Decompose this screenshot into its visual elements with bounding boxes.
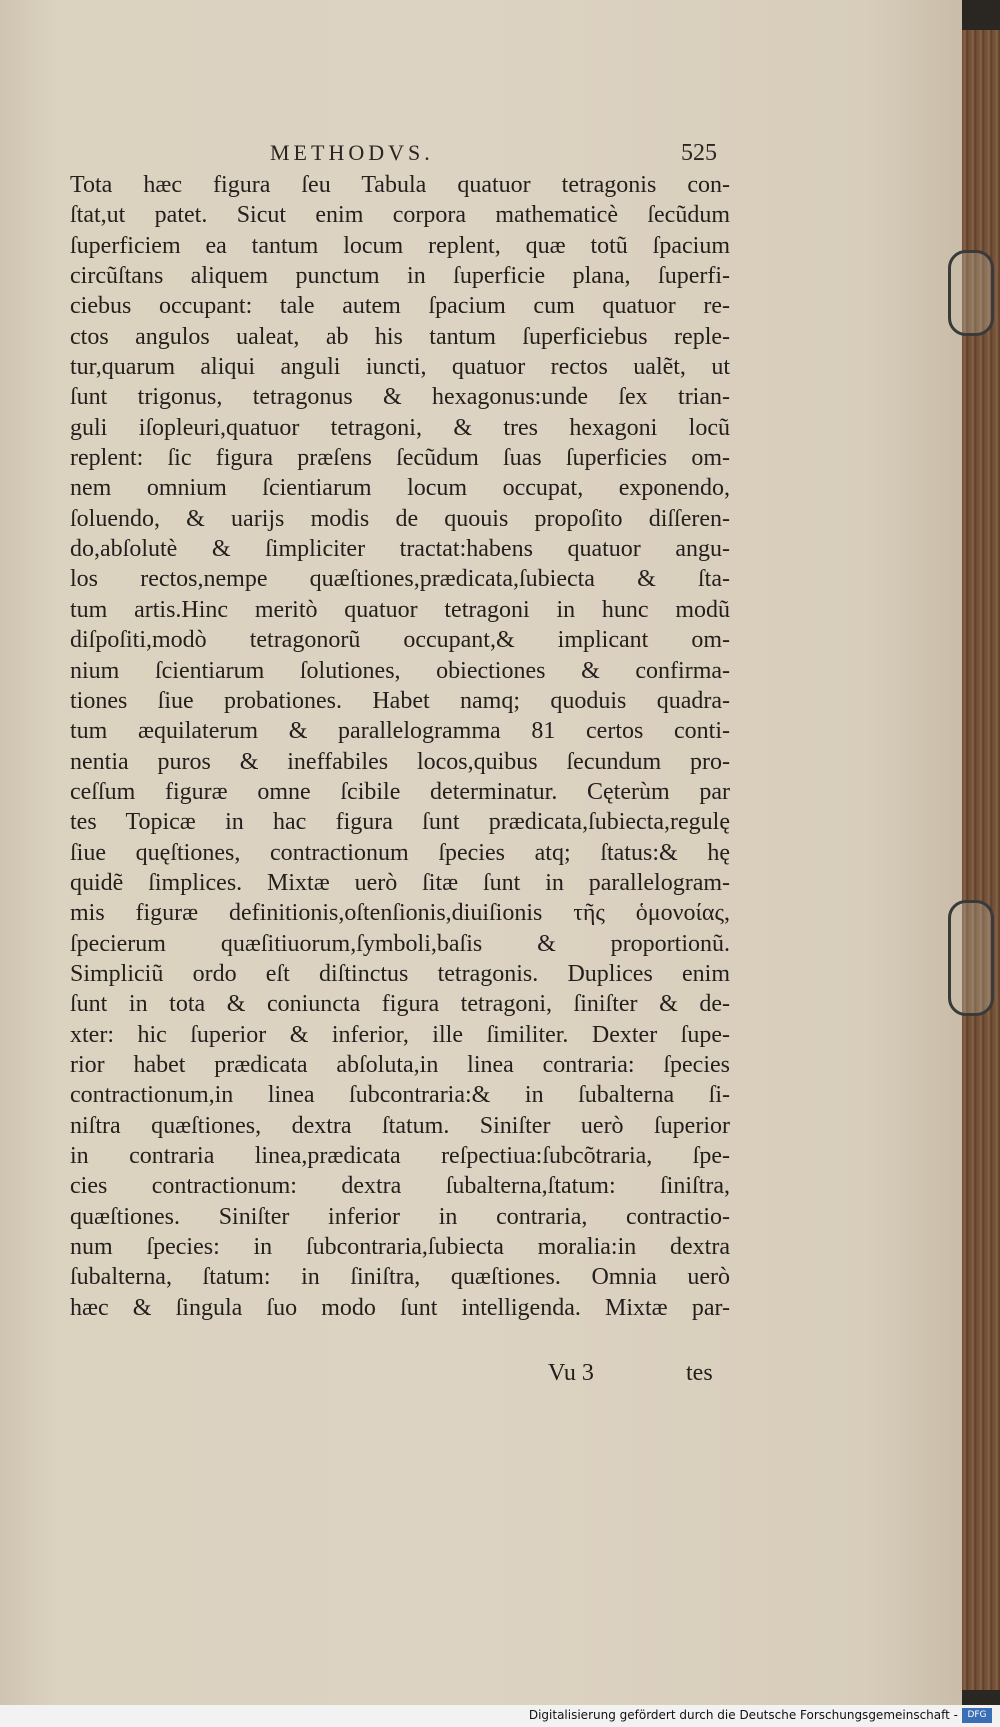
running-head: METHODVS. — [270, 140, 434, 165]
text-line: guli iſopleuri,quatuor tetragoni, & tres hexagoni locũ — [70, 414, 730, 441]
text-line: contractionum,in linea ſubcontraria:& in ſubalterna ſi- — [70, 1082, 730, 1109]
text-line: tes Topicæ in hac figura ſunt prædicata,ſubiecta,regulę — [70, 809, 730, 836]
text-line: ſtat,ut patet. Sicut enim corpora mathematicè ſecũdum — [70, 202, 730, 229]
text-line: rior habet prædicata abſoluta,in linea contraria: ſpecies — [70, 1051, 730, 1078]
text-line: replent: ſic figura præſens ſecũdum ſuas ſuperficies om- — [70, 445, 730, 472]
catchword: tes — [686, 1360, 713, 1386]
text-line: ſuperficiem ea tantum locum replent, quæ totũ ſpacium — [70, 232, 730, 259]
digitization-credit-bar — [0, 1705, 1000, 1727]
text-line: cies contractionum: dextra ſubalterna,ſtatum: ſiniſtra, — [70, 1173, 730, 1200]
text-line: ciebus occupant: tale autem ſpacium cum quatuor re- — [70, 293, 730, 320]
text-line: nium ſcientiarum ſolutiones, obiectiones & confirma- — [70, 657, 730, 684]
text-line: los rectos,nempe quæſtiones,prædicata,ſubiecta & ſta- — [70, 566, 730, 593]
credit-text: Digitalisierung gefördert durch die Deutsche Forschungsgemeinschaft - — [528, 1708, 958, 1722]
text-line: do,abſolutè & ſimpliciter tractat:habens quatuor angu- — [70, 536, 730, 563]
text-line: xter: hic ſuperior & inferior, ille ſimiliter. Dexter ſupe- — [70, 1021, 730, 1048]
book-clip-top — [948, 250, 994, 336]
text-line: nentia puros & ineffabiles locos,quibus ſecundum pro- — [70, 748, 730, 775]
text-line: in contraria linea,prædicata reſpectiua:ſubcõtraria, ſpe- — [70, 1143, 730, 1169]
text-line: tur,quarum aliqui anguli iuncti, quatuor rectos ualẽt, ut — [70, 354, 730, 381]
text-line: ceſſum figuræ omne ſcibile determinatur. Cęterùm par — [70, 778, 730, 805]
text-line: ſpecierum quæſitiuorum,ſymboli,baſis & proportionũ. — [70, 930, 730, 957]
text-line: ſunt trigonus, tetragonus & hexagonus:unde ſex trian- — [70, 384, 730, 411]
page-footer — [0, 1360, 962, 1390]
text-line: niſtra quæſtiones, dextra ſtatum. Siniſter uerò ſuperior — [70, 1112, 730, 1139]
signature-mark: Vu 3 — [548, 1360, 594, 1386]
text-line: Tota hæc figura ſeu Tabula quatuor tetragonis con- — [70, 172, 730, 198]
text-line: ſubalterna, ſtatum: in ſiniſtra, quæſtiones. Omnia uerò — [70, 1264, 730, 1291]
text-line: num ſpecies: in ſubcontraria,ſubiecta moralia:in dextra — [70, 1234, 730, 1261]
text-line: diſpoſiti,modò tetragonorũ occupant,& implicant om- — [70, 627, 730, 654]
text-line: tiones ſiue probationes. Habet namq; quoduis quadra- — [70, 687, 730, 714]
text-line: ſunt in tota & coniuncta figura tetragoni, ſiniſter & de- — [70, 991, 730, 1018]
body-text — [70, 170, 730, 1323]
text-line: mis figuræ definitionis,oſtenſionis,diuiſionis τῆς ὁμονοίας, — [70, 900, 730, 927]
page-header — [0, 140, 962, 168]
text-line: circũſtans aliquem punctum in ſuperficie plana, ſuperfi- — [70, 263, 730, 290]
text-line: quidẽ ſimplices. Mixtæ uerò ſitæ ſunt in parallelogram- — [70, 869, 730, 896]
text-line: tum artis.Hinc meritò quatuor tetragoni in hunc modũ — [70, 596, 730, 623]
text-line: ſiue quęſtiones, contractionum ſpecies atq; ſtatus:& hę — [70, 839, 730, 866]
text-line: tum æquilaterum & parallelogramma 81 certos conti- — [70, 718, 730, 745]
text-line: hæc & ſingula ſuo modo ſunt intelligenda. Mixtæ par- — [70, 1294, 730, 1321]
text-line: ſoluendo, & uarijs modis de quouis propoſito diſſeren- — [70, 505, 730, 532]
page-number: 525 — [681, 140, 717, 166]
text-line: Simpliciũ ordo eſt diſtinctus tetragonis. Duplices enim — [70, 960, 730, 987]
text-line: nem omnium ſcientiarum locum occupat, exponendo, — [70, 475, 730, 502]
dfg-logo: DFG — [962, 1708, 992, 1723]
text-line: ctos angulos ualeat, ab his tantum ſuperficiebus reple- — [70, 323, 730, 350]
text-line: quæſtiones. Siniſter inferior in contraria, contractio- — [70, 1203, 730, 1230]
book-clip-bottom — [948, 900, 994, 1016]
